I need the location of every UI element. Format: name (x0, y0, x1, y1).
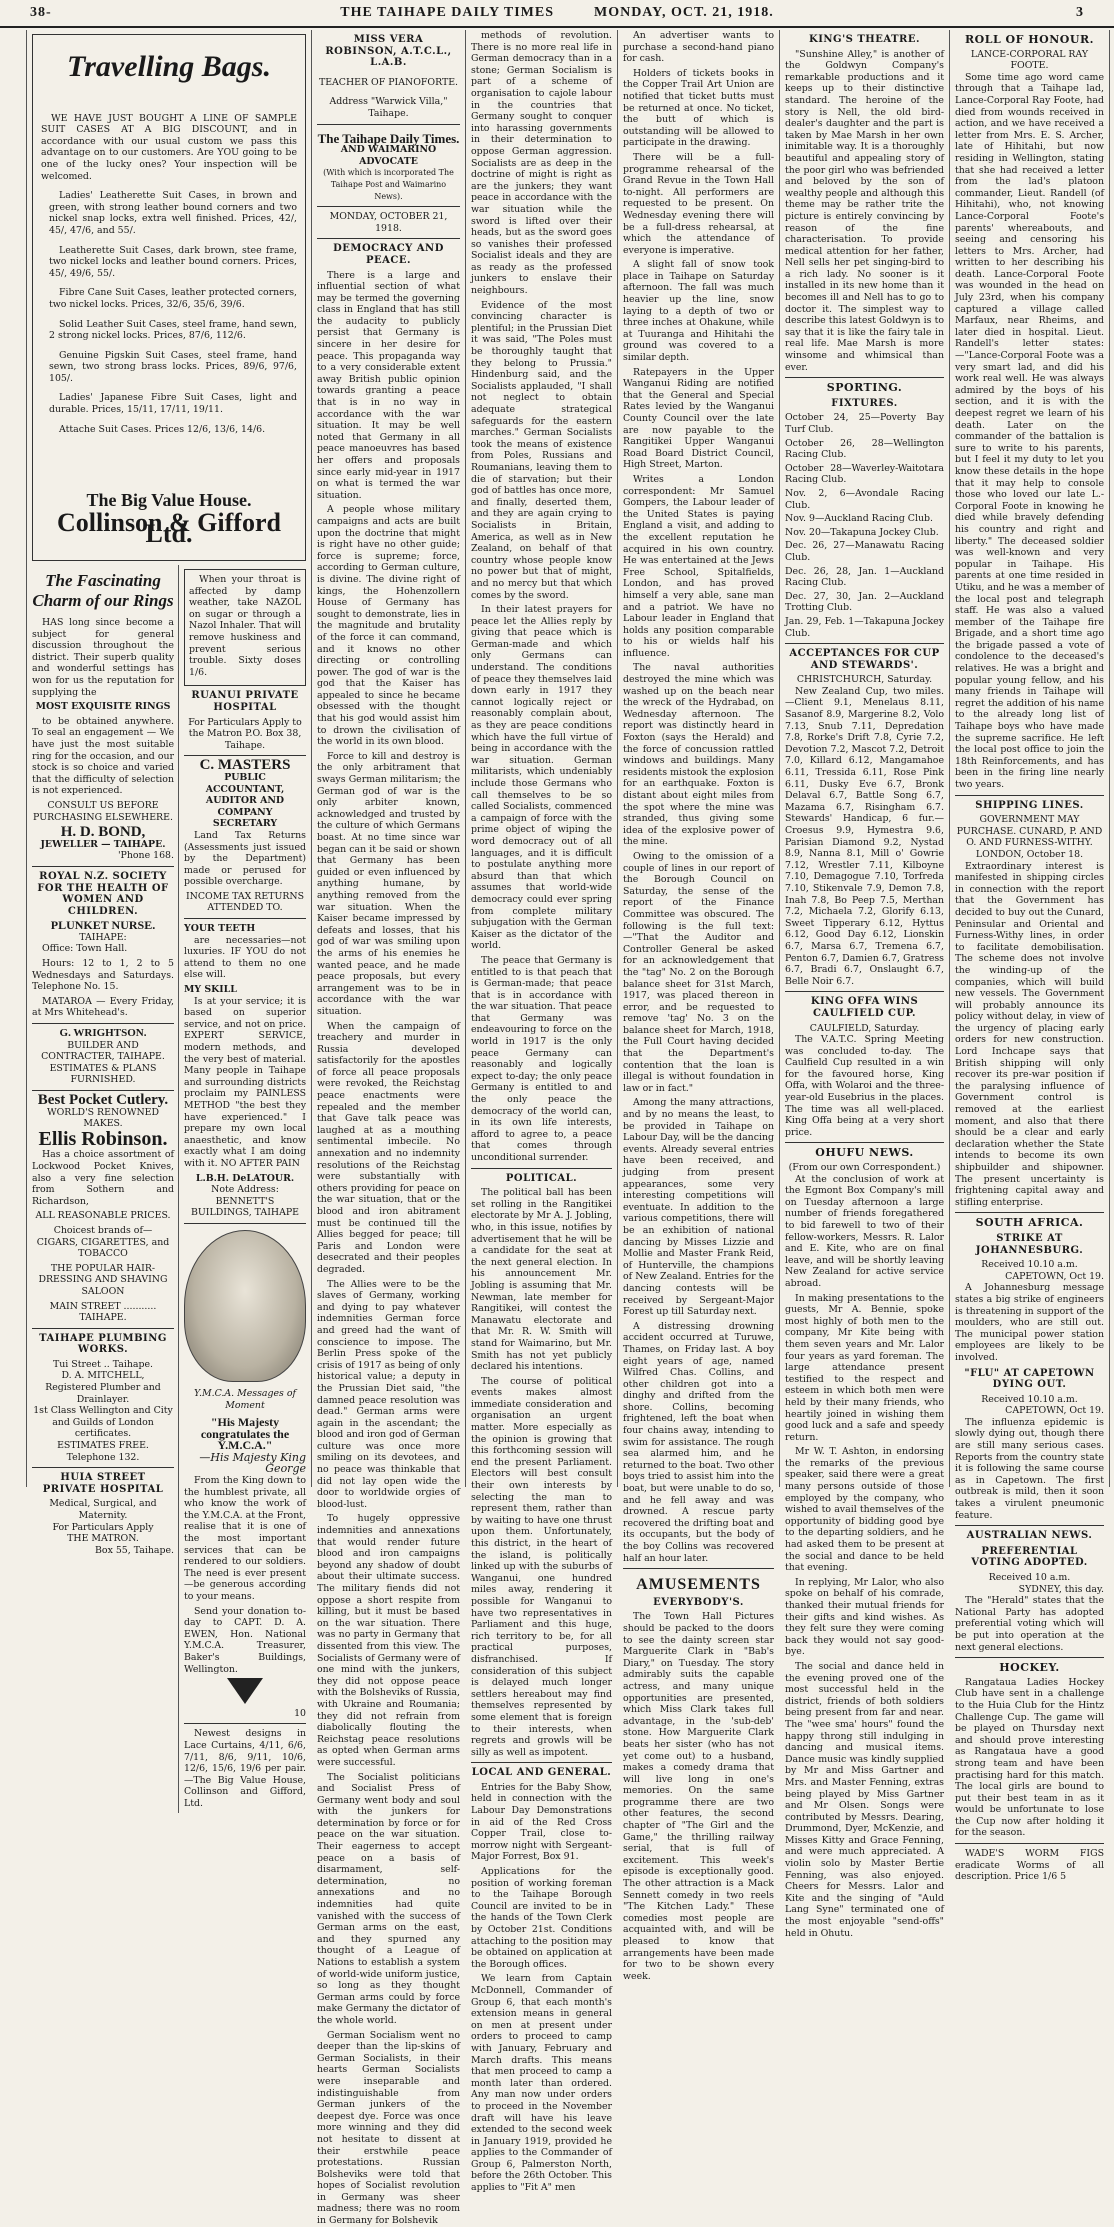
pref-place: SYDNEY, this day. (1018, 1583, 1104, 1595)
sporting-title: SPORTING. (826, 381, 903, 395)
ruanui-hospital-text: For Particulars Apply to the Matron P.O. Box 38, Taihape. (188, 716, 302, 751)
fixture-item: October 28—Waverley-Waitotara Racing Club. (785, 462, 944, 486)
travelling-bags-intro: WE HAVE JUST BOUGHT A LINE OF SAMPLE SUIT CASES AT A BIG DISCOUNT, and in accordance with our usual custom we pass this advantage on to our customers. Are YOU going to be one of the lucky ones? Your inspection will be welcomed. (41, 112, 297, 182)
masthead-date: MONDAY, OCT. 21, 1918. (593, 5, 774, 20)
skill-text: Is at your service; it is based on superior service, and not on price. EXPERT SERVICE, modern methods, and the very best of material. Many people in Taihape and surrounding districts proclaim my PAINLESS METHOD "the best they have experienced." I prepare my own local anaesthetic, and know exactly what I am doing with it. NO AFTER PAIN (184, 995, 306, 1169)
rings-ad-trade: JEWELLER — TAIHAPE. (40, 838, 166, 850)
masthead-page: 3 (1076, 5, 1084, 20)
rings-ad-title: The Fascinating Charm of our Rings (32, 571, 174, 611)
plumbing-line: Tui Street .. Taihape. (53, 1358, 153, 1370)
flu-recv: Received 10.10 a.m. (981, 1393, 1078, 1405)
local-paragraph: Applications for the position of working foreman to the Taihape Borough Council are invited to be in the hands of the Town Clerk by October 21st. Conditions attaching to the position may be obtained on application at the Borough offices. (471, 1866, 612, 1970)
local-paragraph: A slight fall of snow took place in Taihape on Saturday afternoon. The fall was much heavier up the line, snow laying to a depth of two or three inches at Ohakune, while at Tuuranga and Hihitahi the ground was covered to a similar depth. (623, 259, 774, 364)
huia-hospital-line: Box 55, Taihape. (95, 1544, 174, 1556)
notice-addr: Address "Warwick Villa," Taihape. (329, 96, 448, 119)
fixtures-title: FIXTURES. (831, 397, 898, 409)
strike-text: A Johannesburg message states a big strike of engineers is threatening in support of the moulders, who are still out. The municipal power station employees are likely to be involved. (955, 1282, 1104, 1363)
australian-news-title: AUSTRALIAN NEWS. (966, 1530, 1093, 1542)
notice-role: TEACHER OF PIANOFORTE. (318, 76, 459, 88)
editorial-paragraph: In their latest prayers for peace let the Allies reply by giving that peace which is German-made and which only Germans can understand. The conditions of peace they themselves laid down early in 1917 they cannot logically reject or reasonably complain about, as they are peace conditions which have the full virtue of being in accordance with the war situation. German militarists, which undeniably include those Germans who call themselves to be so called Socialists, commenced a campaign of force with the prime object of wiping the word democracy out of all languages, and it is difficult to postulate anything more absurd than that which assumes that world-wide democracy could ever spring from complete military subjugation with the German Kaiser as the dictator of the world. (471, 604, 612, 952)
editorial-paragraph: methods of revolution. There is no more real life in German democracy than in a stone; German Socialism is part of a scheme of organisation to cajole labour in the countries that Germany sought to conquer into harassing governments in their determination to oppose German aggression. Socialists are as deep in the doctrine of might is right as are the junkers; they want peace in accordance with the war situation while the sword is lifted over their heads, but as the sword goes so vanishes their professed Socialist ideals and they are as ready as the professed junkers to enslave their neighbours. (471, 30, 612, 297)
wrightson-name: G. WRIGHTSON. (59, 1027, 147, 1040)
fixture-item: October 24, 25—Poverty Bay Turf Club. (785, 412, 944, 435)
kings-theatre-title: KING'S THEATRE. (809, 34, 920, 45)
strike-place: CAPETOWN, Oct 19. (1005, 1270, 1104, 1282)
fixture-item: Nov. 2, 6—Avondale Racing Club. (785, 487, 944, 511)
notice-name: MISS VERA ROBINSON, A.T.C.L., L.A.B. (325, 34, 452, 69)
editorial-paragraph: There is a large and influential section of what may be termed the governing class in England that has still the audacity to publicly persist that Germany is sincere in her desire for peace. This propaganda way to a very considerable extent away British public opinion towards granting a peace that is in no way in accordance with the war situation. It may be well noted that Germany in all peace manoeuvres has based her offers and proposals since early mid-year in 1917 on what is termed the war situation. (317, 269, 460, 501)
political-title: POLITICAL. (505, 1172, 578, 1184)
ymca-sign: —His Majesty King George (199, 1450, 306, 1476)
plumbing-line: ESTIMATES FREE. (57, 1440, 149, 1452)
roll-of-honour-title: ROLL OF HONOUR. (965, 33, 1094, 46)
ad-item: Ladies' Leatherette Suit Cases, in brown and green, with strong leather bound corners and two nickel snap locks, extra well finished. Prices, 42/, 45/, 47/6, and 55/. (49, 190, 297, 236)
column-2 (179, 565, 306, 1812)
south-africa-title: SOUTH AFRICA. (975, 1216, 1084, 1230)
huia-hospital-line: For Particulars Apply (52, 1521, 154, 1533)
local-general-title: LOCAL AND GENERAL. (471, 1767, 612, 1779)
ohufu-from: (From our own Correspondent.) (788, 1162, 941, 1174)
column-4 (466, 30, 618, 2194)
fixture-item: Nov. 9—Auckland Racing Club. (785, 513, 933, 525)
plumbing-line: Telephone 132. (66, 1451, 140, 1463)
masters-tax: INCOME TAX RETURNS ATTENDED TO. (185, 890, 305, 914)
huia-hospital-title: HUIA STREET PRIVATE HOSPITAL (42, 1472, 164, 1495)
ellis-robinson-title: Ellis Robinson. (38, 1127, 168, 1150)
paper-sub: AND WAIMARINO ADVOCATE (340, 144, 437, 167)
ymca-caption: Y.M.C.A. Messages of Moment (194, 1387, 296, 1411)
paper-title: The Taihape Daily Times. (317, 130, 460, 146)
plumbing-line: D. A. MITCHELL, (61, 1370, 145, 1382)
fixture-item: Nov. 20—Takapuna Jockey Club. (785, 526, 939, 538)
wrightson-est: ESTIMATES & PLANS FURNISHED. (49, 1062, 157, 1086)
curtains-ad: Newest designs in Lace Curtains, 4/11, 6/6, 7/11, 8/6, 9/11, 10/6, 12/6, 15/6, 19/6 per pair.—The Big Value House, Collinson and Gifford, Ltd. (184, 1728, 306, 1809)
column-5 (618, 30, 780, 1982)
ohufu-paragraph: In replying, Mr Lalor, who also spoke on behalf of his comrade, thanked their mutual friends for their gifts and kind wishes. As they felt sure they were coming back they would not say good-bye. (785, 1576, 944, 1658)
hockey-text: Rangataua Ladies Hockey Club have sent in a challenge to the Huia Club for the Hintz Challenge Cup. The game will be played on Thursday next and should prove interesting as Rangataua have a good strong team and have been practising hard for this match. The local girls are bound to put their best team in as it would be unfortunate to lose the Cup now after holding it for the season. (955, 1676, 1104, 1839)
editorial-paragraph: Evidence of the most convincing character is plentiful; in the Prussian Diet it was said, "The Poles must be thoroughly taught that they belong to Prussia." Hindenburg said, and the Socialists applauded, "I shall not neglect to obtain adequate strategical safeguards for the eastern marches." German Socialists took the means of existence from Poles, Russians and Roumanians, leaving them to die of starvation; but their god of battles has once more, and finally, deserted them, and they are again crying to Socialists in Britain, America, as well as in New Zealand, on behalf of that country whose people know no power but that of might, and no mercy but that which comes by the sword. (471, 299, 612, 601)
local-paragraph: Among the many attractions, and by no means the least, to be provided in Taihape on Labour Day, will be the dancing events. Already several entries have been received, and judging from present appearances, some very interesting competitions will eventuate. In addition to the various competitions, there will be an exhibition of national dancing by Misses Lizzie and Mollie and Master Frank Reid, of Hunterville, the champions of New Zealand. Entries for the dancing contests will be received by Sergeant-Major Forest up till Saturday next. (623, 1097, 774, 1318)
ymca-text: From the King down to the humblest private, all who know the work of the Y.M.C.A. at the Front, realise that it is one of the most important services that can be rendered to our soldiers. The need is ever present—be generous according to your means. (184, 1475, 306, 1602)
wrightson-trade: BUILDER AND CONTRACTER, TAIHAPE. (41, 1039, 165, 1063)
editorial-date: MONDAY, OCTOBER 21, 1918. (329, 211, 448, 234)
caulfield-title: KING OFFA WINS CAULFIELD CUP. (810, 996, 919, 1019)
local-paragraph: Ratepayers in the Upper Wanganui Riding are notified that the General and Special Rates levied by the Wanganui County Council over the late are now payable to the Rangitikei Upper Wanganui Road Board District Council, High Street, Marton. (623, 366, 774, 471)
local-paragraph: Writes a London correspondent: Mr Samuel Gompers, the Labour leader of the United States is paying England a visit, and adding to the excellent reputation he acquired in his own country. He was entertained at the Jews Free School, Spitalfields, London, and has proved himself a very able, sane man and a patriot. We have no Labour leader in England that holds any position comparable to his or wields half his influence. (623, 473, 774, 659)
plumbing-line: 1st Class Wellington and City and Guilds of London certificates. (33, 1405, 173, 1440)
huia-hospital-sub: Medical, Surgical, and Maternity. (49, 1498, 157, 1521)
strike-recv: Received 10.10 a.m. (981, 1259, 1078, 1271)
ruanui-hospital-title: RUANUI PRIVATE HOSPITAL (191, 690, 299, 713)
hockey-title: HOCKEY. (999, 1661, 1060, 1675)
collinson-gifford-title: Collinson & Gifford Ltd. (57, 507, 281, 549)
everybodys-text: The Town Hall Pictures should be packed to the doors to see the dainty screen star Marguerite Clark in "Bab's Diary," on Tuesday. The story admirably suits the capable actress, and many unique opportunities are presented, which Miss Clark takes full advantage, in the 'sub-deb' stone. How Marguerite Clark beats her sister (who has not yet come out) to a husband, makes a comedy drama that will live long in one's memories. On the same programme there are two other features, the second chapter of "The Girl and the Game," the thrilling railway serial, that is full of excitement. This week's episode is exceptionally good. The other attraction is a Mack Sennett comedy in two reels "The Kitchen Lady." These comedies most people are acquainted with, and will be pleased to know that arrangements have been made for two to be shown every week. (623, 1611, 774, 1982)
cutlery-prices: ALL REASONABLE PRICES. (35, 1210, 171, 1222)
editorial-paragraph: When the campaign of treachery and murder in Russia developed satisfactorily for the apostles of force all peace proposals were revoked, the Reichstag peace enactments were repealed and the member that Gave talk peace was laughed at as a mouthing sentimental imbecile. No annexation and no indemnity resolutions of the Reichstag were substantially with others providing for peace on the war situation, that or the blood and iron abitrament must be continued till the Allies begged for peace; till Paris and London were desecrated and their peoples degraded. (317, 1020, 460, 1275)
fixture-item: Dec. 26, 27—Manawatu Racing Club. (785, 540, 944, 563)
cutlery-street: MAIN STREET ........... TAIHAPE. (49, 1300, 157, 1324)
travelling-bags-title: Travelling Bags. (67, 50, 271, 83)
local-paragraph: Owing to the omission of a couple of lines in our report of the Borough Council on Saturday, the sense of the report of the Finance Committee was obscured. The following is the full text:—"That the Auditor and Controller General be asked for an acknowledgement that the "tag" No. 2 on the Borough balance sheet for 31st March, 1917, was placed thereon in error, and be requested to remove 'tag' No. 3 on the balance sheet for March, 1918, the Full Court having decided that the Department's contention that the loan is illegal is without foundation in law or in fact." (623, 850, 774, 1094)
masthead (0, 0, 1114, 28)
ad-item: Solid Leather Suit Cases, steel frame, hand sewn, 2 strong nickel locks. Prices, 87/6, 112/6. (49, 318, 297, 342)
shipping-sub: GOVERNMENT MAY PURCHASE. CUNARD, P. AND O. AND FURNESS-WITHY. (956, 814, 1103, 849)
ohufu-paragraph: The social and dance held in the evening proved one of the most successful held in the district, friends of both soldiers being present from far and near. The "wee sma' hours" found the happy throng still indulging in dancing and musical items. Dance music was kindly supplied by Mr and Miss Gartner and Mrs. and Master Fenning, extras being played by Miss Gartner and Mr Olsen. Songs were contributed by Messrs. Dearing, Drummond, Dyer, McKenzie, and Misses Kitty and Grace Fenning, and were much appreciated. A violin solo by Master Bertie Fenning, was also enjoyed. Cheers for Messrs. Lalor and Kite and the singing of "Auld Lang Syne" terminated one of the most enjoyable "send-offs" held in Ohutu. (785, 1660, 944, 1939)
ad-item: Attache Suit Cases. Prices 12/6, 13/6, 14/6. (59, 423, 266, 435)
ohufu-paragraph: Mr W. T. Ashton, in endorsing the remarks of the previous speaker, said there were a great many persons outside of those employed by the company, who wished to avail themselves of the opportunity of bidding good bye to the departing soldiers, and he had asked them to be present at the social and dance to be held that evening. (785, 1446, 944, 1574)
rings-ad-consult: CONSULT US BEFORE PURCHASING ELSEWHERE. (33, 799, 173, 823)
local-paragraph: Entries for the Baby Show, held in connection with the Labour Day Demonstrations in aid of the Red Cross Copper Trail, close to-morrow night with Sergeant-Major Forrest, Box 91. (471, 1781, 612, 1863)
ohufu-paragraph: At the conclusion of work at the Egmont Box Company's mill on Tuesday afternoon a large number of friends foregathered to bid farewell to two of their fellow-workers, Messrs. R. Lalor and E. Kite, who are on final leave, and will be shortly leaving New Zealand for active service abroad. (785, 1173, 944, 1289)
editorial-paragraph: The Allies were to be the slaves of Germany, working and dying to pay whatever indemnities German force and greed had the want of conscience to impose. The Berlin Press spoke of the crisis of 1917 as being of only historical value; a deputy in the Prussian Diet said, "the damned peace resolution was dead." German arms were again in the ascendant; the blood and iron god of German culture was once more smiling on its devotees, and no peace was thinkable that did not lay open wide the door to worldwide orgies of blood-lust. (317, 1278, 460, 1510)
preferential-title: PREFERENTIAL VOTING ADOPTED. (971, 1545, 1088, 1569)
ymca-send: Send your donation to-day to CAPT. D. A. EWEN, Hon. National Y.M.C.A. Treasurer, Baker's Buildings, Wellington. (184, 1605, 306, 1675)
nazol-text: When your throat is affected by damp weather, take NAZOL on sugar or through a Nazol Inhaler. That will remove huskiness and prevent serious trouble. Sixty doses 1/6. (189, 574, 301, 678)
dentist-addr: BENNETT'S BUILDINGS, TAIHAPE (191, 1195, 299, 1219)
plunket-mataroa: MATAROA — Every Friday, at Mrs Whitehead's. (32, 995, 174, 1019)
column-3 (312, 30, 466, 2227)
shipping-title: SHIPPING LINES. (975, 799, 1084, 811)
dentist-note: Note Address: (211, 1184, 279, 1196)
king-george-portrait (184, 1230, 306, 1382)
rings-ad-text: HAS long since become a subject for general discussion throughout the district. Their superb quality and wonderful settings has won for us the reputation for supplying the (32, 617, 174, 698)
amusements-title: AMUSEMENTS (636, 1576, 761, 1594)
ymca-num: 10 (294, 1707, 306, 1719)
fixture-item: Jan. 29, Feb. 1—Takapuna Jockey Club. (785, 615, 944, 639)
political-paragraph: The course of political events makes almost immediate consideration and organisation an urgent matter. More especially as the opinion is growing that this forthcoming session will end the present Parliament. Electors will best consult their own interests by selecting the man to represent them, rather than by waiting to have one thrust upon them. Unfortunately, this district, in the heart of the island, is politically linked up with the suburbs of Wanganui, one hundred miles away, rendering it possible for Wanganui to have two representatives in Parliament and this huge, rich territory to be, for all practical purposes, disfranchised. If consideration of this subject is delayed much longer settlers hereabout may find themselves represented by some element that is foreign to their interests, when regrets and growls will be silly as well as impotent. (471, 1375, 612, 1758)
column-7 (950, 30, 1110, 1883)
rings-ad-line2: MOST EXQUISITE RINGS (35, 701, 171, 713)
local-paragraph: Holders of tickets books in the Copper Trail Art Union are notified that ticket butts must be returned at once. No ticket, the butt of which is outstanding will be allowed to participate in the drawing. (623, 67, 774, 149)
ad-item: Ladies' Japanese Fibre Suit Cases, light and durable. Prices, 15/11, 17/11, 19/11. (49, 392, 297, 416)
fixture-item: Dec. 27, 30, Jan. 2—Auckland Trotting Club. (785, 590, 944, 614)
travelling-bags-ad (32, 34, 306, 561)
plunket-nurse: PLUNKET NURSE. (50, 918, 156, 933)
teeth-text: are necessaries—not luxuries. IF YOU do not attend to them no one else will. (184, 934, 306, 981)
fixture-item: Dec. 26, 28, Jan. 1—Auckland Racing Club. (785, 565, 944, 589)
plumbing-line: Registered Plumber and Drainlayer. (45, 1382, 161, 1405)
editorial-paragraph: The Socialist politicians and Socialist Press of Germany went body and soul with the junkers for determination by force or for peace on the war situation. Their eagerness to accept peace on a basis of disarmament, self-determination, no annexations and no indemnities had quite vanished with the success of German arms on the east, and they spurned any thought of a League of Nations to establish a system of world-wide uniform justice, so long as they thought German arms could by force make Germany the dictator of the whole world. (317, 1771, 460, 2026)
plumbing-title: TAIHAPE PLUMBING WORKS. (39, 1332, 167, 1356)
plunket-place: TAIHAPE: (79, 931, 127, 943)
masters-name: C. MASTERS (199, 757, 291, 774)
shipping-place: LONDON, October 18. (975, 848, 1084, 860)
ymca-quote: "His Majesty congratulates the Y.M.C.A." (200, 1415, 290, 1453)
big-value-house: The Big Value House. (86, 490, 252, 511)
editorial-paragraph: Force to kill and destroy is the only arbitrament that sways German militarism; the German god of war is the only arbiter known, acknowledged and trusted by the culture of which Germans boast. At no time since war began can it be said or shown that Germany has been guided or even influenced by anything humane, by anything removed from the war situation. When the Kaiser became impressed by defeats and losses, that his god of war was smiling upon the arms of his enemies he wanted peace, and he made peace proposals, but every arrangement was to be in accordance with the war situation. (317, 750, 460, 1017)
shipping-text: Extraordinary interest is manifested in shipping circles in connection with the report that the Government has decided to buy out the Cunard, Peninsular and Oriental and Furness-Withy lines, in order to facilitate demobilisation. The scheme does not involve the winding-up of the companies, which will build new vessels. The Government will probably announce its policy without delay, in view of the urgency of placing early orders for new construction. Lord Inchcape says that British shipping will only recover its pre-war position if the paralysing influence of Government control is removed at the earliest moment, and also that there should be a clear and early declaration whether the State intends to become its own shipbuilder and shipowner. The present uncertainty is frightening capital away and stifling enterprise. (955, 860, 1104, 1208)
rings-ad-phone: 'Phone 168. (117, 850, 174, 862)
editorial-paragraph: German Socialism went no deeper than the lip-skins of German Socialists, in their hearts German Socialists were inseparable and indistinguishable from German junkers of the deepest dye. Force was once more winning and they did not hesitate to dissent at their erstwhile peace protestations. Russian Bolsheviks were told that hopes of Socialist revolution in Germany was sheer madness; there was no room in Germany for Bolshevik (317, 2029, 460, 2227)
ad-item: Fibre Cane Suit Cases, leather protected corners, two nickel locks. Prices, 32/6, 35/6, 39/6. (49, 287, 297, 310)
flu-title: "FLU" AT CAPETOWN DYING OUT. (964, 1367, 1095, 1391)
column-6 (780, 30, 950, 1939)
ohufu-title: OHUFU NEWS. (815, 1146, 914, 1160)
editorial-paragraph: To hugely oppressive indemnities and annexations that would render future blood and iron campaigns beyond any shadow of doubt about their ultimate success. The military fiends did not oppose a short respite from killing, but it must be based on the war situation. There was no party in Germany that dissented from this view. The Socialists of Germany were of one mind with the junkers, they did not oppose peace with the Bolsheviks of Russia, with Ukraine and Roumania; they did not refrain from diabolically flouting the Reichstag peace resolutions as opted when German arms were successful. (317, 1513, 460, 1768)
caulfield-place: CAULFIELD, Saturday. (809, 1022, 920, 1034)
local-paragraph: An advertiser wants to purchase a second-hand piano for cash. (623, 30, 774, 65)
ad-item: Leatherette Suit Cases, dark brown, stee frame, two nickel locks and leather bound corners. Prices, 45/, 49/6, 55/. (49, 244, 297, 279)
cutlery-title: Best Pocket Cutlery. (37, 1092, 169, 1108)
ohufu-paragraph: In making presentations to the guests, Mr A. Bennie, spoke most highly of both men to the company, Mr Kite being with them seven years and Mr. Lalor four years as yard foreman. The large attendance present testified to the respect and esteem in which both men were held by their many friends, who heartily joined in wishing them good luck and a safe and speedy return. (785, 1292, 944, 1443)
roll-of-honour-text: Some time ago word came through that a Taihape lad, Lance-Corporal Ray Foote, had died from wounds received in action, and we have received a letter from Mrs. E. S. Archer, late of Hihitahi, but now residing in Wellington, stating that she had received a letter from the lad's platoon commander, Lieut. Randell (of Hihitahi), who, not knowing Lance-Corporal Foote's parents' whereabouts, and seeing and censoring his letters to Mrs. Archer, had written to her describing his death. Lance-Corporal Foote was wounded in the head on July 23rd, when his company captured a village called Marfaux, near Rheims, and later died in hospital. Lieut. Randell's letter states:—"Lance-Corporal Foote was a very smart lad, and did his work real well. He was always admired by the boys of his section, and it is with the deepest regret we learn of his death. Later on the commander of the battalion is sure to write to his parents, but I feel it my duty to let you know these details in the hope that it may help to console those who loved our late L.-Corporal Foote in knowing he died while bravely defending his country and right and liberty." The deceased soldier was well-known and very popular in Taihape. His parents at one time resided in Utiku, and he was a member of the local post and telegraph staff. He was also a valued member of the Taihape fire Brigade, and a short time ago the brigade passed a vote of condolence to the deceased's relatives. He was a bright and popular young fellow, and his many friends in Taihape will regret the addition of his name to the already long list of Taihape boys who have made the supreme sacrifice. He left the local post office to join the 18th Reinforcements, and has been in the firing line nearly two years. (955, 71, 1104, 790)
flu-place: CAPETOWN, Oct 19. (1005, 1405, 1104, 1417)
pref-text: The "Herald" states that the National Party has adopted preferential voting which will be put into operation at the next general elections. (955, 1595, 1104, 1653)
editorial-paragraph: The peace that Germany is entitled to is that peach that is German-made; that peace that is in accordance with the war situation. That peace that Germany was endeavouring to force on the world in 1917 is the only peace Germany can reasonably and logically expect to-day; the only peace Germany is entitled to and the only peace the democracy of the world can, in its own life interests, afford to agree to, a peace that comes through unconditional surrender. (471, 954, 612, 1163)
acceptances-place: CHRISTCHURCH, Saturday. (796, 674, 933, 686)
huia-hospital-line: THE MATRON. (67, 1533, 139, 1545)
plunket-office: Office: Town Hall. (42, 943, 128, 955)
acceptances-text: New Zealand Cup, two miles.—Client 9.1, Menelaus 8.11, Sasanof 8.9, Margerine 8.2, Volo 7.13, Snub 7.11, Depredation 7.8, Rorke's Drift 7.8, Cyrie 7.2, Devotion 7.2, Mascot 7.2, Detroit 7.0, Killard 6.12, Mangamahoe 6.11, Tressida 6.11, Rose Pink 6.11, Dusky Eve 6.7, Bronk Delaval 6.7, Battle Song 6.7, Mazama 6.7, Risingham 6.7. Stewards' Handicap, 6 fur.—Croesus 9.9, Hymestra 9.6, Parisian Diamond 9.2, Nystad 8.9, Nanna 8.1, Mill o' Gowrie 7.12, Wrestler 7.11, Kilboyne 7.10, Demagogue 7.10, Torfreda 7.10, Stikenvale 7.9, Demon 7.8, Inah 7.8, Bo Peep 7.5, Merthan 7.2, Michaela 7.2, Glorify 6.13, Sweet Tipperary 6.12, Hyttus 6.12, Good Day 6.12, Lionskin 6.7, Marsa 6.7, Tremena 6.7, Penton 6.7, Damien 6.7, Gratress 6.7, Bradi 6.7, Onslaught 6.7, Belle Noir 6.7. (785, 685, 944, 987)
paper-note: (With which is incorporated The Taihape Post and Waimarino News). (323, 168, 454, 201)
everybodys-title: EVERYBODY'S. (653, 1596, 744, 1608)
local-paragraph: There will be a full-programme rehearsal of the Grand Revue in the Town Hall to-night. All performers are requested to be present. On Wednesday evening there will be a full-dress rehearsal, at which the attendance of everyone is imperative. (623, 151, 774, 256)
cutlery-text: Has a choice assortment of Lockwood Pocket Knives, also a very fine selection from Sothern and Richardson, (32, 1149, 174, 1207)
cutlery-sub: WORLD'S RENOWNED MAKES. (46, 1106, 160, 1130)
skill-title: MY SKILL (184, 984, 237, 996)
plunket-hours: Hours: 12 to 1, 2 to 5 Wednesdays and Saturdays. Telephone No. 15. (32, 958, 174, 993)
caulfield-text: The V.A.T.C. Spring Meeting was concluded to-day. The Caulfield Cup resulted in a win for the favoured horse, King Offa, with Wolaroi and the three-year-old Eusebrius in the places. The time was all well-placed. King Offa being at a very short price. (785, 1034, 944, 1138)
roll-of-honour-sub: LANCE-CORPORAL RAY FOOTE. (970, 48, 1089, 72)
cutlery-shop: THE POPULAR HAIR-DRESSING AND SHAVING SALOON (38, 1262, 168, 1297)
acceptances-title: ACCEPTANCES FOR CUP AND STEWARDS'. (789, 648, 940, 671)
rings-ad-text2: to be obtained anywhere. To seal an engagement — We have just the most suitable ring for the occasion, and our stock is so choice and varied that the difficulty of selection is not experienced. (32, 715, 174, 797)
masthead-left-mark: 38- (30, 5, 52, 20)
column-1 (26, 30, 312, 1809)
society-title: ROYAL N.Z. SOCIETY FOR THE HEALTH OF WOMEN AND CHILDREN. (37, 870, 169, 917)
dentist-name: L.B.H. DeLATOUR. (195, 1172, 295, 1184)
pref-recv: Received 10 a.m. (988, 1572, 1071, 1583)
masthead-title: THE TAIHAPE DAILY TIMES (340, 5, 554, 20)
strike-title: STRIKE AT JOHANNESBURG. (975, 1232, 1084, 1256)
cutlery-brands: Choicest brands of— CIGARS, CIGARETTES, and TOBACCO (36, 1224, 170, 1260)
masters-trade: PUBLIC ACCOUNTANT, AUDITOR AND COMPANY SECRETARY (205, 771, 285, 830)
masters-text: Land Tax Returns (Assessments just issued by the Department) made or perused for possible overcharge. (184, 829, 306, 888)
flu-text: The influenza epidemic is slowly dying out, though there are still many serious cases. Reports from the country state it is following the same course as in Capetown. The first outbreak is mild, then it soon takes a virulent pneumonic feature. (955, 1416, 1104, 1521)
wade-worm-figs-ad: WADE'S WORM FIGS eradicate Worms of all description. Price 1/6 5 (955, 1848, 1104, 1883)
kings-theatre-text: "Sunshine Alley," is another of the Goldwyn Company's remarkable productions and it keeps up to their distinctive standard. The heroine of the story is Nell, the old bird-dealer's daughter and the part is taken by Mae Marsh in her own inimitable way. It is a thoroughly beautiful and appealing story of the poor girl who was befriended and beloved by the son of wealthy people and although this theme may be rather trite the picture is entirely convincing by reason of the fine characterisation. To provide medical attention for her father, Nell sells her pet singing-bird to a rich lady. No sooner is it installed in its new home than it becomes ill and Nell has to go to doctor it. The simplest way to describe this latest Goldwyn is to say that it is like the fairy tale in real life. Mae Marsh is more winsome and whimsical than ever. (785, 48, 944, 373)
local-paragraph: The naval authorities destroyed the mine which was washed up on the beach near the wreck of the Hydrabad, on Wednesday afternoon. The report was distinctly heard in Foxton (says the Herald) and the force of concussion rattled windows and buildings. Many residents mistook the explosion for an earthquake. Foxton is distant about eight miles from the spot where the mine was stranded, thus giving some idea of the explosive power of the mine. (623, 662, 774, 848)
fixture-item: October 26, 28—Wellington Racing Club. (785, 437, 944, 461)
local-paragraph: We learn from Captain McDonnell, Commander of Group 6, that each month's extension means in general on men at present under orders to proceed to camp with January, February and March drafts. This means that men proceed to camp a month later than ordered. Any man now under orders to proceed in the November draft will have his leave extended to the second week in January 1919, provided he applies to the Commander of Group 6, Palmerston North, before the 26th October. This applies to "Fit A" men (471, 1973, 612, 2194)
local-paragraph: A distressing drowning accident occurred at Turuwe, Thames, on Friday last. A boy eight years of age, named Wilfred Chas. Collins, and other children got into a dinghy and drifted from the shore. Collins, becoming frightened, left the boat when four chains away, intending to swim for assistance. The rough sea alarmed him, and he returned to the boat. Two other boys tried to assist him into the boat, but were unable to do so, and he fell away and was drowned. A rescue party recovered the drifting boat and its occupants, but the body of the boy Collins was recovered half an hour later. (623, 1320, 774, 1564)
political-paragraph: The political ball has been set rolling in the Rangitikei electorate by Mr A. J. Jobling, who, in this issue, notifies by advertisement that he will be a candidate for the seat at the next general election. In his announcement Mr. Jobling is assuming that Mr. Newman, late member for Rangitikei, will contest the Manawatu electorate and that Mr. R. W. Smith will stand for Waimarino, but Mr. Smith has not yet publicly declared his intentions. (471, 1187, 612, 1373)
editorial-title: DEMOCRACY AND PEACE. (333, 243, 444, 266)
rings-ad-name: H. D. BOND, (60, 824, 146, 841)
teeth-title: YOUR TEETH (184, 923, 256, 935)
ad-item: Genuine Pigskin Suit Cases, steel frame, hand sewn, two strong brass locks. Prices, 89/6, 97/6, 105/. (49, 349, 297, 384)
nazol-ad (184, 569, 306, 686)
ymca-triangle-icon (227, 1678, 263, 1704)
editorial-paragraph: A people whose military campaigns and acts are built upon the doctrine that might is right have no other guide; force is supreme; force, according to German culture, is divine. The divine right of kings, the Hohenzollern House of Germany has sought to demonstrate, lies in the magnitude and brutality of the force it can command, and it knows no other directing or controlling power. The god of war is the god that the Kaiser has appealed to since he became obsessed with the thought that his god would assist him to drown the civilisation of the world in its own blood. (317, 504, 460, 748)
